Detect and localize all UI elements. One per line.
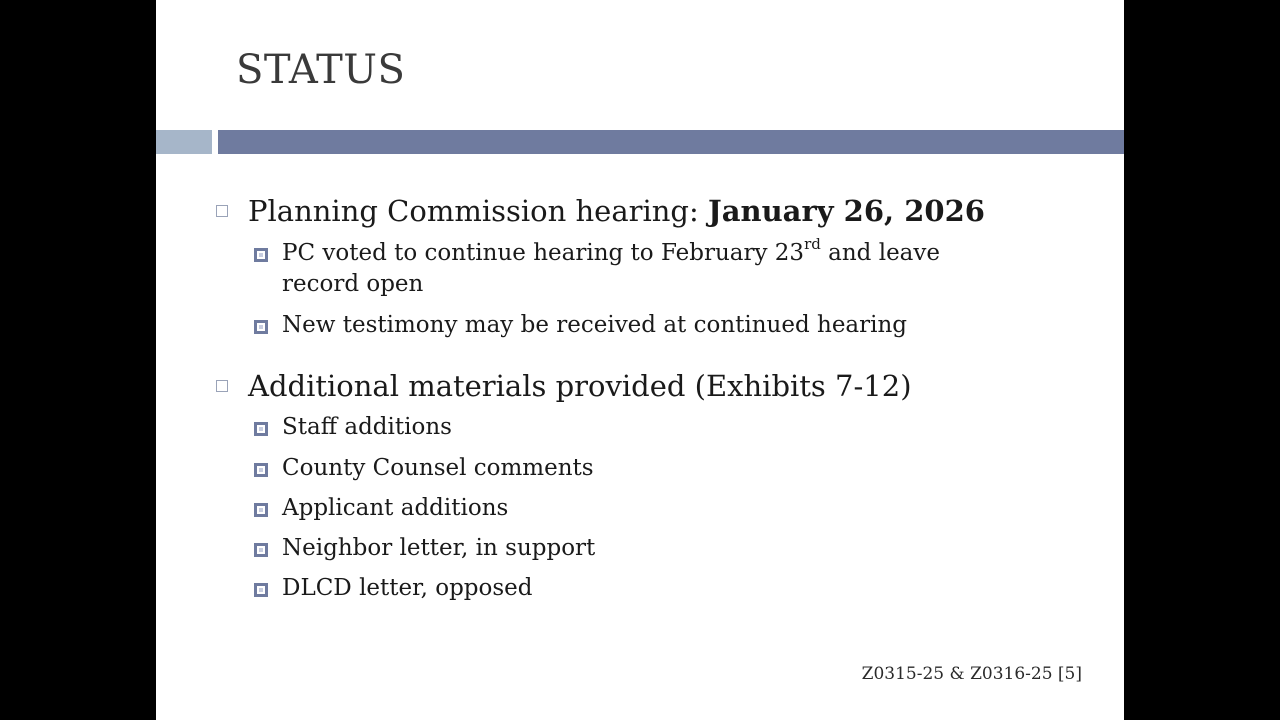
bullet-planning-commission-hearing bbox=[248, 193, 985, 229]
sub-bullet-new-testimony bbox=[282, 310, 907, 341]
bullet-additional-materials bbox=[248, 368, 912, 404]
hearing-date: January 26, 2026 bbox=[707, 194, 985, 228]
square-bullet-icon bbox=[254, 503, 268, 517]
slide-content bbox=[156, 0, 1124, 720]
square-bullet-icon bbox=[254, 422, 268, 436]
bullet-text: Additional materials provided (Exhibits 7-12) bbox=[248, 369, 912, 403]
slide-footer-case-number: Z0315-25 & Z0316-25 [5] bbox=[861, 664, 1082, 684]
sub-bullet-text-line2: record open bbox=[282, 271, 424, 297]
sub-bullet-text: County Counsel comments bbox=[282, 455, 594, 481]
sub-bullet-neighbor-letter bbox=[282, 533, 595, 564]
square-bullet-icon bbox=[254, 463, 268, 477]
slide bbox=[156, 0, 1124, 720]
sub-bullet-text: Staff additions bbox=[282, 414, 452, 440]
hollow-square-bullet-icon bbox=[216, 380, 228, 392]
square-bullet-icon bbox=[254, 583, 268, 597]
sub-bullet-pc-voted bbox=[282, 235, 940, 300]
sub-bullet-text: DLCD letter, opposed bbox=[282, 575, 533, 601]
sub-bullet-dlcd-letter bbox=[282, 573, 533, 604]
sub-bullet-applicant-additions bbox=[282, 493, 508, 524]
slide-title: STATUS bbox=[236, 47, 406, 93]
sub-bullet-staff-additions bbox=[282, 412, 452, 443]
sub-bullet-text-line1: PC voted to continue hearing to February 23rd and leave bbox=[282, 235, 940, 266]
hollow-square-bullet-icon bbox=[216, 205, 228, 217]
square-bullet-icon bbox=[254, 543, 268, 557]
square-bullet-icon bbox=[254, 248, 268, 262]
sub-bullet-text: Applicant additions bbox=[282, 495, 509, 521]
bullet-text: Planning Commission hearing: bbox=[248, 194, 708, 228]
sub-bullet-text: Neighbor letter, in support bbox=[282, 535, 596, 561]
square-bullet-icon bbox=[254, 320, 268, 334]
sub-bullet-county-counsel bbox=[282, 453, 594, 484]
sub-bullet-text: New testimony may be received at continued hearing bbox=[282, 312, 908, 338]
